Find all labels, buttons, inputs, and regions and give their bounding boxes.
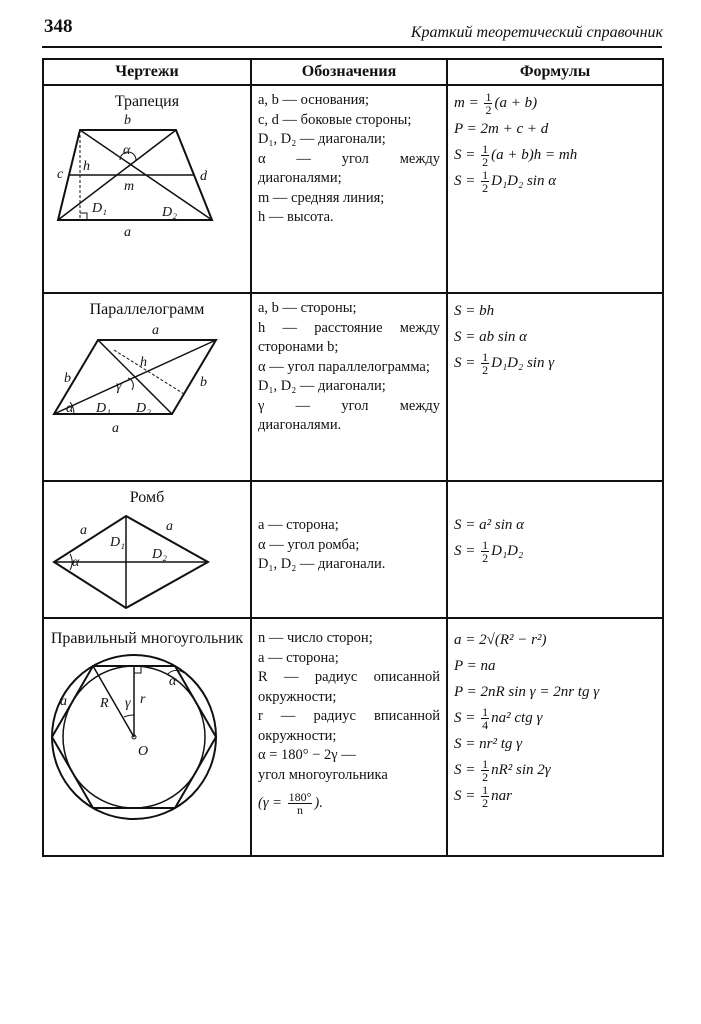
formula-row	[454, 679, 656, 705]
note-line: D₁, D₂ — диагонали.	[258, 556, 386, 572]
formula-row	[454, 705, 656, 731]
formula-row	[454, 116, 656, 142]
label-a: a	[60, 694, 67, 709]
drawing-cell	[43, 293, 251, 481]
drawing-cell	[43, 85, 251, 293]
fraction-numerator: 1	[482, 349, 489, 364]
note-line: α — угол между диагоналями;	[258, 150, 440, 186]
gamma-definition	[258, 791, 440, 816]
label-gamma: γ	[116, 379, 122, 394]
label-d1: D₁	[110, 535, 125, 550]
label-h: h	[140, 355, 147, 370]
formula-text: nar	[491, 787, 512, 804]
figure-title: Правильный многоугольник	[50, 630, 244, 647]
right-angle-mark	[134, 666, 141, 673]
formula-text: D₁D₂ sin α	[491, 172, 557, 189]
formula-list	[448, 619, 662, 813]
formula-text: na² ctg γ	[491, 709, 543, 726]
note-line: D₁, D₂ — диагонали;	[258, 378, 386, 394]
formula-text: S = nr² tg γ	[454, 735, 523, 752]
note-line: n — число сторон;	[258, 630, 373, 646]
gamma-def-fraction	[288, 791, 313, 816]
formula-list	[448, 482, 662, 568]
formula-fraction	[481, 539, 489, 564]
note-line: угол многоугольника	[258, 766, 388, 783]
drawing-cell	[43, 481, 251, 618]
formula-text: P = na	[454, 657, 496, 674]
fraction-numerator: 1	[482, 756, 489, 771]
figure-title: Параллелограмм	[89, 301, 205, 318]
fraction-numerator: 1	[482, 141, 489, 156]
note-line: D₁, D₂ — диагонали;	[258, 131, 386, 147]
label-b: b	[124, 113, 131, 128]
note-line: γ — угол между диагоналями.	[258, 397, 440, 433]
table-row-trapezoid	[43, 85, 663, 293]
fraction-denominator: 4	[482, 717, 489, 732]
note-line: r — радиус вписанной окружности;	[258, 708, 440, 744]
fraction-numerator: 1	[482, 537, 489, 552]
formula-text: S =	[454, 146, 480, 163]
label-alpha: α	[123, 143, 131, 158]
note-line: R — радиус описанной окружности;	[258, 669, 440, 705]
table-header-row	[43, 59, 663, 85]
label-O: O	[138, 744, 149, 759]
formula-fraction	[481, 351, 489, 376]
label-a-top: a	[152, 323, 159, 338]
note-line: α — угол ромба;	[258, 536, 360, 553]
formula-fraction	[481, 169, 489, 194]
formula-text: P = 2m + c + d	[454, 120, 549, 137]
label-d2: D₂	[136, 401, 151, 416]
formula-row	[454, 350, 656, 376]
regular-polygon-diagram	[44, 649, 248, 825]
formula-text: P = 2nR sin γ = 2nr tg γ	[454, 683, 600, 700]
gamma-def-pre: (γ =	[258, 794, 286, 811]
formula-row	[454, 168, 656, 194]
trapezoid-diagram	[44, 112, 248, 262]
formula-fraction	[484, 91, 492, 116]
formula-fraction	[481, 706, 489, 731]
formula-cell	[447, 481, 663, 618]
label-h: h	[83, 159, 90, 174]
label-d2: D₂	[162, 205, 177, 220]
formula-text: D₁D₂ sin γ	[491, 354, 555, 371]
label-c: c	[57, 167, 64, 182]
formula-cell	[447, 618, 663, 856]
label-gamma: γ	[125, 696, 131, 711]
reference-table	[42, 58, 664, 857]
rhombus-diagram	[44, 508, 248, 612]
fraction-denominator: 2	[482, 795, 489, 810]
fraction-denominator: 2	[482, 362, 489, 377]
formula-cell	[447, 293, 663, 481]
formula-text: (a + b)h = mh	[491, 146, 578, 163]
formula-row	[454, 731, 656, 757]
fraction-numerator: 1	[482, 167, 489, 182]
gamma-def-den: n	[296, 803, 303, 817]
formula-fraction	[481, 758, 489, 783]
formula-text: a = 2√(R² − r²)	[454, 631, 547, 648]
note-line: h — расстояние между сторонами b;	[258, 319, 440, 355]
formula-row	[454, 512, 656, 538]
note-line: a, b — стороны;	[258, 300, 357, 316]
page-number: 348	[44, 16, 73, 37]
formula-row	[454, 142, 656, 168]
formula-text: D₁D₂	[491, 542, 524, 559]
table-row-parallelogram	[43, 293, 663, 481]
label-alpha: α	[66, 401, 74, 416]
formula-text: S =	[454, 709, 480, 726]
note-line: c, d — боковые стороны;	[258, 111, 412, 128]
angle-gamma-arc	[124, 715, 134, 717]
label-r: r	[140, 692, 146, 707]
fraction-denominator: 2	[482, 180, 489, 195]
parallelogram-diagram	[44, 320, 248, 460]
formula-list	[448, 86, 662, 198]
notation-cell	[251, 481, 447, 618]
formula-row	[454, 324, 656, 350]
formula-row	[454, 298, 656, 324]
label-b-right: b	[200, 375, 207, 390]
note-line: α — угол параллелограмма;	[258, 358, 430, 375]
label-m: m	[124, 179, 135, 194]
note-line: a, b — основания;	[258, 92, 370, 108]
label-alpha: α	[169, 674, 177, 689]
formula-text: nR² sin 2γ	[491, 761, 551, 778]
note-line: α = 180° − 2γ —	[258, 747, 356, 763]
fraction-denominator: 2	[482, 550, 489, 565]
formula-row	[454, 783, 656, 809]
formula-row	[454, 757, 656, 783]
label-a-bottom: a	[112, 421, 119, 436]
label-a-left: a	[80, 523, 87, 538]
formula-text: S =	[454, 761, 480, 778]
note-line: a — сторона;	[258, 517, 339, 533]
fraction-denominator: 2	[482, 769, 489, 784]
label-a: a	[124, 225, 131, 240]
figure-title: Трапеция	[114, 93, 180, 110]
formula-fraction	[481, 143, 489, 168]
formula-text: m =	[454, 94, 483, 111]
formula-text: S = a² sin α	[454, 516, 524, 533]
notation-cell	[251, 618, 447, 856]
label-d1: D₁	[92, 201, 107, 216]
fraction-numerator: 1	[482, 782, 489, 797]
gamma-def-num: 180°	[288, 790, 312, 804]
fraction-numerator: 1	[485, 89, 492, 104]
header-rule	[42, 46, 662, 48]
formula-text: S =	[454, 354, 480, 371]
formula-row	[454, 90, 656, 116]
formula-list	[448, 294, 662, 380]
height-line	[114, 350, 184, 394]
formula-row	[454, 538, 656, 564]
formula-row	[454, 627, 656, 653]
label-R: R	[100, 696, 109, 711]
notation-cell	[251, 293, 447, 481]
note-line: m — средняя линия;	[258, 189, 385, 206]
label-a-top: a	[166, 519, 173, 534]
table-row-rhombus	[43, 481, 663, 618]
formula-cell	[447, 85, 663, 293]
label-d2: D₂	[152, 547, 167, 562]
formula-text: S =	[454, 172, 480, 189]
label-alpha: α	[72, 555, 80, 570]
label-d1: D₁	[96, 401, 111, 416]
formula-row	[454, 653, 656, 679]
figure-title: Ромб	[129, 489, 165, 506]
label-b-left: b	[64, 371, 71, 386]
note-line: a — сторона;	[258, 649, 339, 666]
drawing-cell	[43, 618, 251, 856]
column-header-notation: Обозначения	[251, 59, 447, 85]
column-header-drawings: Чертежи	[43, 59, 251, 85]
notation-cell	[251, 85, 447, 293]
formula-fraction	[481, 784, 489, 809]
gamma-def-post: ).	[314, 794, 323, 811]
formula-text: S = bh	[454, 302, 495, 319]
fraction-denominator: 2	[482, 154, 489, 169]
formula-text: S =	[454, 787, 480, 804]
running-head: Краткий теоретический справочник	[410, 24, 663, 41]
note-line: h — высота.	[258, 209, 334, 225]
right-angle-mark	[80, 213, 87, 220]
formula-text: (a + b)	[494, 94, 538, 111]
table-row-regular-polygon	[43, 618, 663, 856]
column-header-formulas: Формулы	[447, 59, 663, 85]
fraction-numerator: 1	[482, 704, 489, 719]
formula-text: S = ab sin α	[454, 328, 528, 345]
label-d: d	[200, 169, 207, 184]
fraction-denominator: 2	[485, 102, 492, 117]
formula-text: S =	[454, 542, 480, 559]
